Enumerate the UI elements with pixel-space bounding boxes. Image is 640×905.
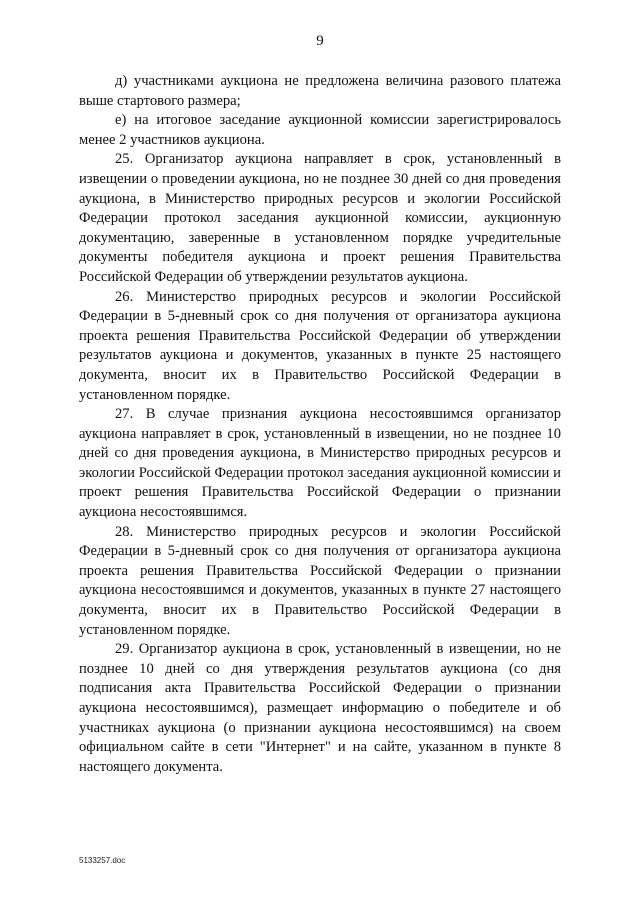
paragraph-26: 26. Министерство природных ресурсов и экологии Российской Федерации в 5-дневный срок со дня получения от организатора аукциона проекта решения Правительства Российской Федерации об утверждении результатов аукциона и документов, указанных в пункте 25 настоящего документа, вносит их в Правительство Российской Федерации в установленном порядке. [79, 288, 561, 403]
document-body [79, 72, 561, 777]
paragraph-28: 28. Министерство природных ресурсов и экологии Российской Федерации в 5-дневный срок со дня получения от организатора аукциона проекта решения Правительства Российской Федерации о признании аукциона несостоявшимся и документов, указанных в пункте 27 настоящего документа, вносит их в Правительство Российской Федерации в установленном порядке. [79, 523, 561, 638]
paragraph-29: 29. Организатор аукциона в срок, установленный в извещении, но не позднее 10 дней со дня утверждения результатов аукциона (со дня подписания акта Правительства Российской Федерации о признании аукциона несостоявшимся), размещает информацию о победителе и об участниках аукциона (о признании аукциона несостоявшимся) на своем официальном сайте в сети "Интернет" и на сайте, указанном в пункте 8 настоящего документа. [79, 641, 561, 775]
paragraph-27: 27. В случае признания аукциона несостоявшимся организатор аукциона направляет в срок, установленный в извещении, но не позднее 10 дней со дня проведения аукциона, в Министерство природных ресурсов и экологии Российской Федерации протокол заседания аукционной комиссии и проект решения Правительства Российской Федерации о признании аукциона несостоявшимся. [79, 406, 561, 521]
paragraph-25: 25. Организатор аукциона направляет в срок, установленный в извещении о проведении аукциона, но не позднее 30 дней со дня проведения аукциона, в Министерство природных ресурсов и экологии Российской Федерации протокол заседания аукционной комиссии, аукционную документацию, заверенные в установленном порядке учредительные документы победителя аукциона и проект решения Правительства Российской Федерации об утверждении результатов аукциона. [79, 151, 561, 285]
footer-file-code: 5133257.doc [79, 856, 126, 865]
paragraph-subitem-e: е) на итоговое заседание аукционной комиссии зарегистрировалось менее 2 участников аукциона. [79, 112, 561, 148]
paragraph-subitem-d: д) участниками аукциона не предложена величина разового платежа выше стартового размера; [79, 73, 561, 109]
page-number: 9 [316, 33, 324, 49]
